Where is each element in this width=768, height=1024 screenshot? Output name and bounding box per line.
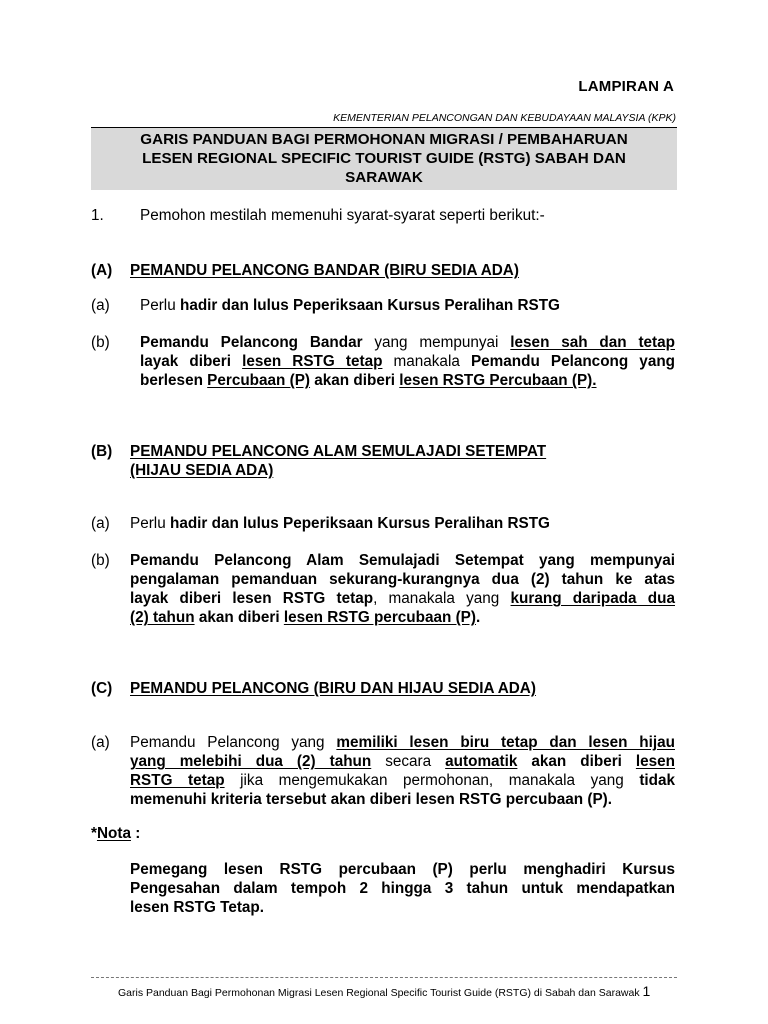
section-b-item-a-text: Perlu hadir dan lulus Peperiksaan Kursus Peralihan RSTG — [130, 515, 550, 532]
section-b-marker: (B) — [91, 443, 113, 460]
section-b-heading-line-1: PEMANDU PELANCONG ALAM SEMULAJADI SETEMPAT — [130, 443, 547, 460]
section-a-item-a-marker: (a) — [91, 297, 110, 314]
appendix-label: LAMPIRAN A — [578, 78, 674, 95]
section-a-item-a-text: Perlu hadir dan lulus Peperiksaan Kursus Peralihan RSTG — [140, 297, 560, 314]
intro-number: 1. — [91, 207, 104, 224]
title-line-1: GARIS PANDUAN BAGI PERMOHONAN MIGRASI / PEMBAHARUAN — [140, 131, 628, 148]
section-a-item-b-marker: (b) — [91, 334, 110, 351]
footer-divider — [91, 977, 677, 978]
section-c-heading: PEMANDU PELANCONG (BIRU DAN HIJAU SEDIA ADA) — [130, 680, 536, 697]
section-b-heading-line-2: (HIJAU SEDIA ADA) — [130, 462, 274, 479]
footer-text: Garis Panduan Bagi Permohonan Migrasi Lesen Regional Specific Tourist Guide (RSTG) di Sabah dan Sarawak — [118, 987, 643, 999]
section-a-marker: (A) — [91, 262, 113, 279]
intro-text: Pemohon mestilah memenuhi syarat-syarat seperti berikut:- — [140, 207, 545, 224]
section-b-item-b-text: Pemandu Pelancong Alam Semulajadi Setempat yang mempunyai pengalaman pemanduan sekurang-kurangnya dua (2) tahun ke atas layak diberi lesen RSTG tetap, manakala yang kurang daripada dua (2) tahun akan diberi lesen RSTG percubaan (P). — [130, 552, 675, 626]
section-b-item-a-marker: (a) — [91, 515, 110, 532]
nota-text: Pemegang lesen RSTG percubaan (P) perlu menghadiri Kursus Pengesahan dalam tempoh 2 hingga 3 tahun untuk mendapatkan lesen RSTG Tetap. — [130, 861, 675, 916]
title-line-2: LESEN REGIONAL SPECIFIC TOURIST GUIDE (RSTG) SABAH DAN — [142, 150, 626, 167]
section-c-marker: (C) — [91, 680, 113, 697]
section-b-item-b-marker: (b) — [91, 552, 110, 569]
ministry-name: KEMENTERIAN PELANCONGAN DAN KEBUDAYAAN MALAYSIA (KPK) — [333, 112, 676, 124]
title-line-3: SARAWAK — [345, 169, 423, 186]
page-number: 1 — [642, 983, 651, 999]
section-c-item-a-text: Pemandu Pelancong yang memiliki lesen biru tetap dan lesen hijau yang melebihi dua (2) tahun secara automatik akan diberi lesen RSTG tetap jika mengemukakan permohonan, manakala yang tidak memenuhi kriteria tersebut akan diberi lesen RSTG percubaan (P). — [130, 734, 676, 808]
section-a-item-b-text: Pemandu Pelancong Bandar yang mempunyai lesen sah dan tetap layak diberi lesen RSTG tetap manakala Pemandu Pelancong yang berlesen Percubaan (P) akan diberi lesen RSTG Percubaan (P). — [140, 334, 676, 389]
page-footer — [118, 983, 650, 999]
section-a-heading: PEMANDU PELANCONG BANDAR (BIRU SEDIA ADA) — [130, 262, 519, 279]
document-title — [91, 127, 677, 190]
section-c-item-a-marker: (a) — [91, 734, 110, 751]
nota-label: *Nota : — [91, 825, 141, 842]
